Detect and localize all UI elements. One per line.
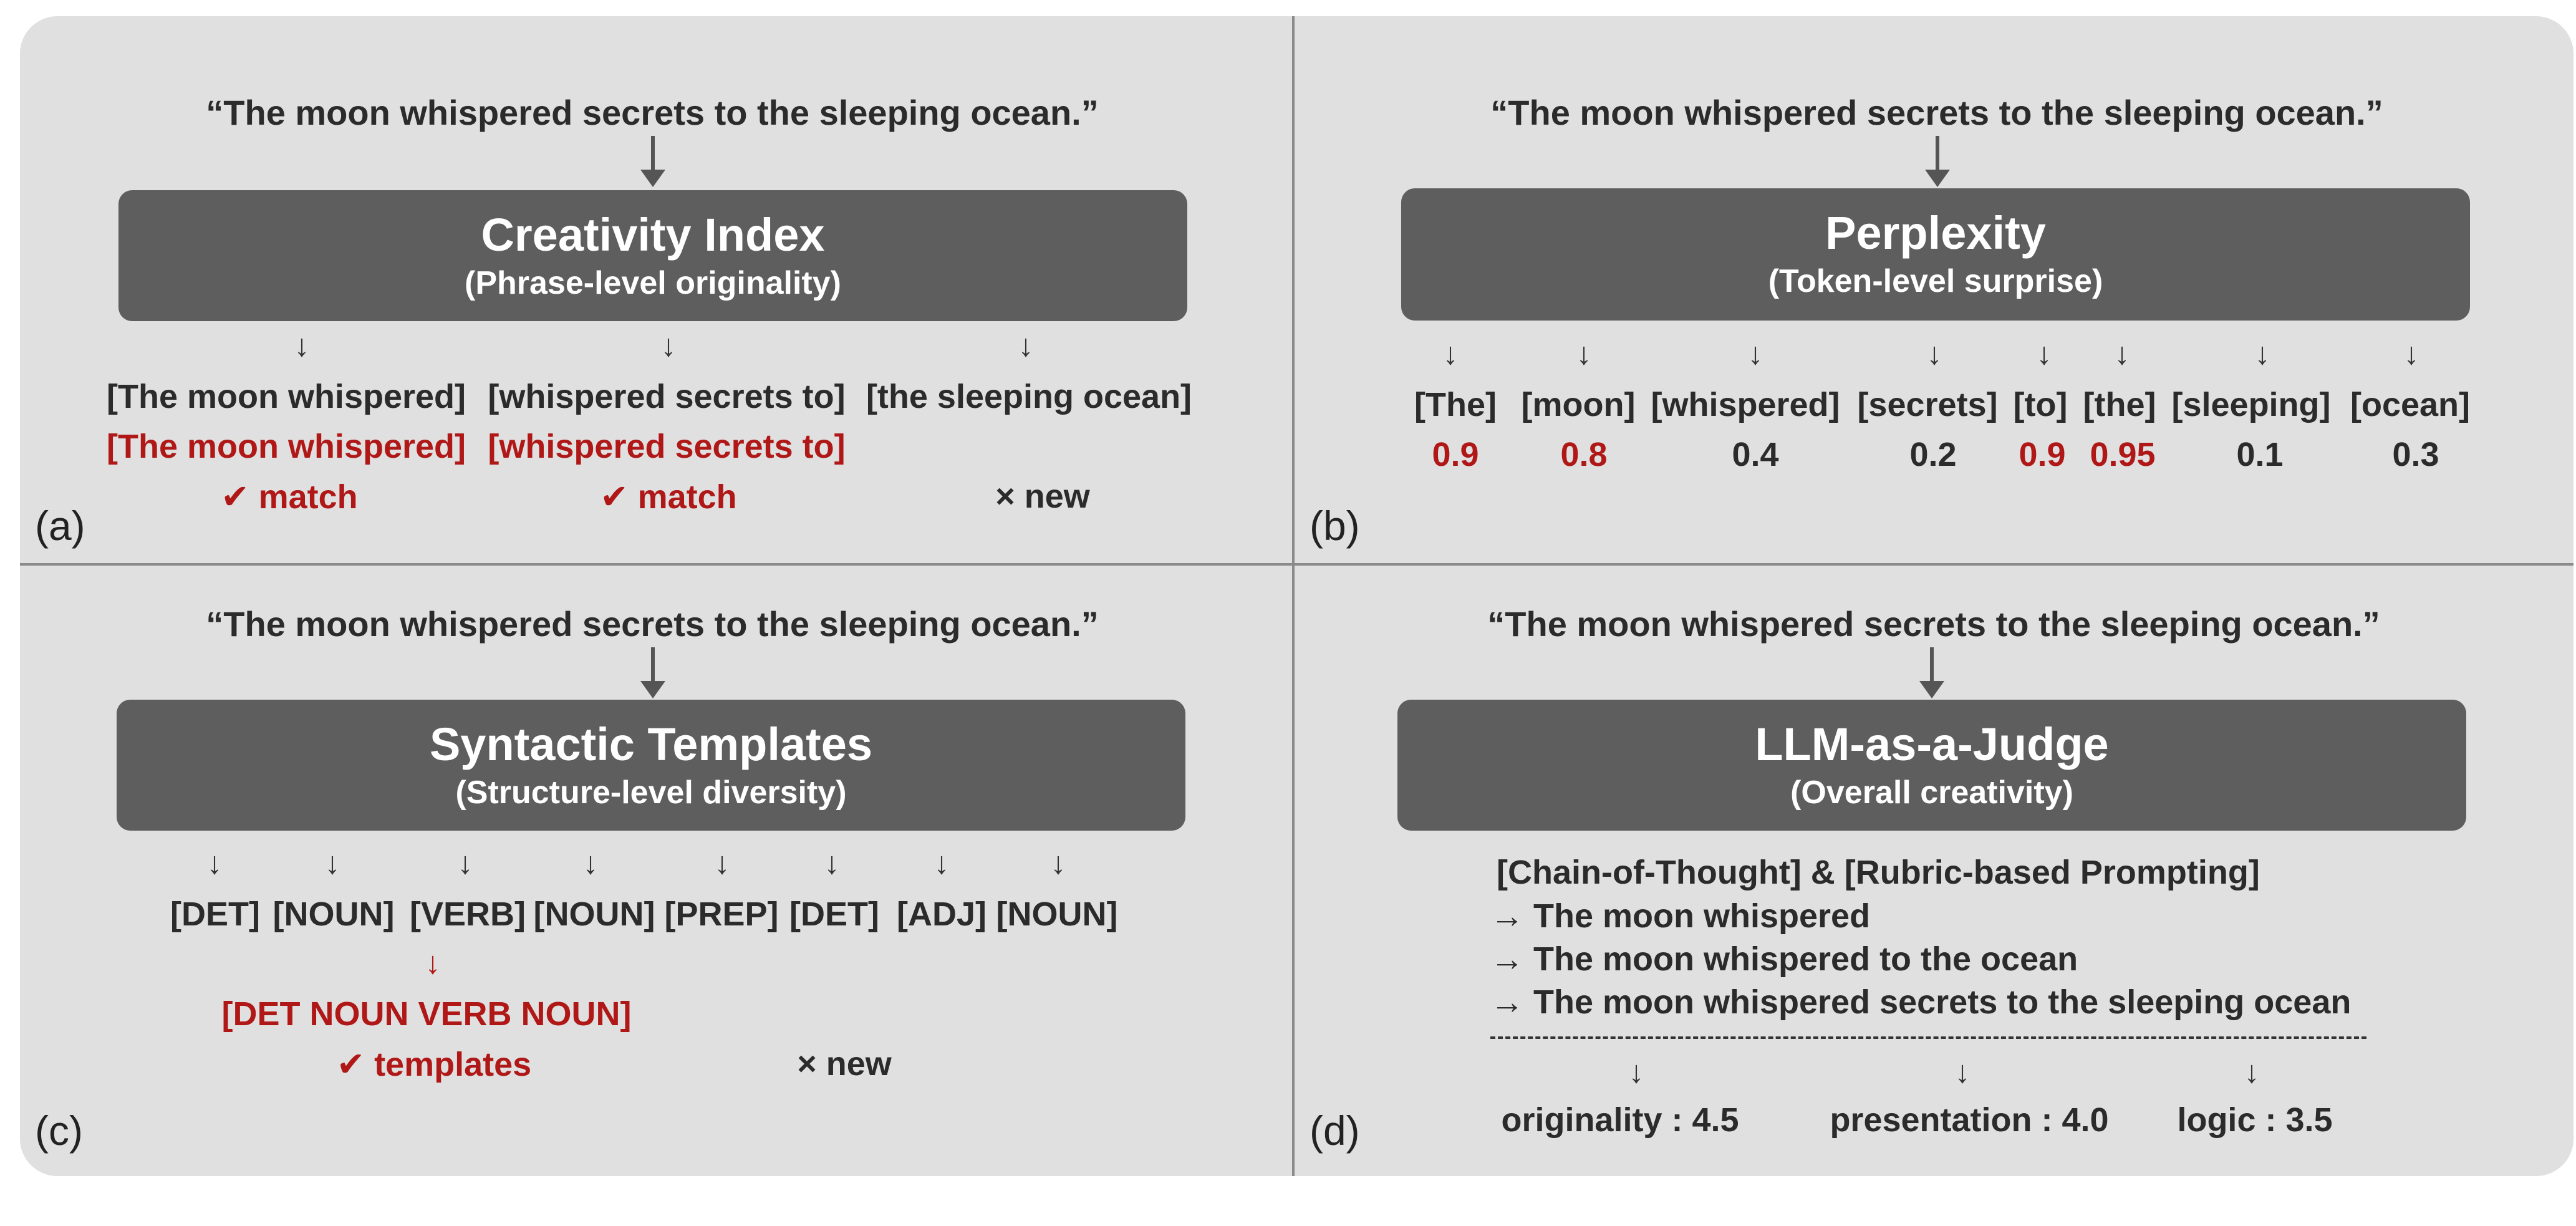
phrase: [The moon whispered]: [106, 378, 466, 415]
down-arrow-icon: ↓: [1576, 336, 1592, 371]
down-arrow-icon: ↓: [1628, 1055, 1644, 1089]
panel-c-subtitle: (Structure-level diversity): [455, 775, 847, 811]
down-arrow-icon: ↓: [1747, 336, 1763, 371]
panel-c-metric-box: [117, 700, 1185, 831]
panel-c-arrow-line: [651, 647, 655, 682]
panel-d-label: (d): [1310, 1108, 1360, 1154]
check-icon: ✔: [600, 478, 629, 516]
panel-d-title: LLM-as-a-Judge: [1755, 718, 2109, 770]
down-arrow-icon: ↓: [2036, 336, 2052, 371]
check-icon: ✔: [221, 478, 249, 516]
token: [The]: [1414, 386, 1497, 423]
panel-a-arrow-line: [651, 136, 655, 171]
panel-b-label: (b): [1310, 503, 1360, 549]
down-arrow-icon: ↓: [2244, 1055, 2260, 1089]
down-arrow-icon: ↓: [2254, 336, 2270, 371]
score-logic: logic : 3.5: [2177, 1101, 2333, 1139]
reasoning-step: → The moon whispered to the ocean: [1490, 940, 2078, 978]
down-arrow-icon: ↓: [294, 328, 310, 363]
down-arrow-icon: ↓: [2114, 336, 2130, 371]
down-arrow-icon: [1925, 170, 1950, 187]
panel-b-arrow-line: [1936, 136, 1939, 171]
token: [sleeping]: [2171, 386, 2331, 423]
phrase: [whispered secrets to]: [488, 378, 846, 415]
pos-tag: [VERB]: [410, 895, 526, 933]
down-arrow-icon: [640, 681, 665, 698]
new-result: × new: [797, 1045, 892, 1083]
right-arrow-icon: →: [1490, 940, 1524, 978]
right-arrow-icon: →: [1490, 983, 1524, 1021]
pos-tag: [PREP]: [664, 895, 779, 933]
down-arrow-icon: ↓: [933, 846, 950, 881]
token-score-high: 0.9: [1432, 436, 1479, 473]
match-result: ✔ match: [221, 478, 358, 516]
token-score-high: 0.8: [1560, 436, 1608, 473]
panel-b-title: Perplexity: [1825, 207, 2046, 259]
token: [whispered]: [1651, 386, 1840, 423]
down-arrow-icon: ↓: [324, 846, 340, 881]
token-score: 0.1: [2236, 436, 2284, 473]
down-arrow-icon: ↓: [457, 846, 473, 881]
down-arrow-icon: ↓: [2403, 336, 2419, 371]
panel-a-label: (a): [35, 503, 85, 549]
down-arrow-icon: ↓: [425, 945, 441, 980]
matched-template: [DET NOUN VERB NOUN]: [221, 995, 632, 1033]
token-score: 0.3: [2392, 436, 2439, 473]
panel-d-subtitle: (Overall creativity): [1790, 775, 2073, 811]
vertical-divider: [1292, 16, 1295, 1176]
token: [ocean]: [2350, 386, 2471, 423]
token: [secrets]: [1857, 386, 1998, 423]
token: [moon]: [1521, 386, 1636, 423]
panel-d-metric-box: [1397, 700, 2466, 831]
panel-a-sentence: “The moon whispered secrets to the sleeping ocean.”: [206, 93, 1099, 132]
down-arrow-icon: ↓: [660, 328, 677, 363]
pos-tag: [NOUN]: [533, 895, 655, 933]
token: [to]: [2013, 386, 2068, 423]
pos-tag: [NOUN]: [273, 895, 395, 933]
horizontal-divider: [20, 563, 2574, 566]
check-icon: ✔: [336, 1046, 365, 1083]
panel-c-label: (c): [35, 1108, 83, 1154]
score-presentation: presentation : 4.0: [1830, 1101, 2109, 1139]
match-result: ✔ match: [600, 478, 737, 516]
down-arrow-icon: ↓: [1926, 336, 1942, 371]
matched-phrase: [The moon whispered]: [106, 428, 466, 465]
panel-b-metric-box: [1401, 188, 2470, 321]
panel-a-subtitle: (Phrase-level originality): [465, 265, 841, 301]
panel-c-title: Syntactic Templates: [429, 718, 873, 770]
right-arrow-icon: →: [1490, 897, 1524, 935]
matched-phrase: [whispered secrets to]: [488, 428, 846, 465]
dashed-separator: [1490, 1036, 2366, 1039]
down-arrow-icon: [1919, 681, 1944, 698]
panel-c-sentence: “The moon whispered secrets to the sleeping ocean.”: [206, 604, 1099, 644]
down-arrow-icon: ↓: [1018, 328, 1034, 363]
token: [the]: [2083, 386, 2156, 423]
reasoning-step: → The moon whispered secrets to the sleeping ocean: [1490, 983, 2352, 1021]
template-result: ✔ templates: [336, 1046, 532, 1083]
phrase: [the sleeping ocean]: [866, 378, 1192, 415]
cross-icon: ×: [797, 1045, 817, 1083]
token-score: 0.2: [1909, 436, 1957, 473]
panel-d-arrow-line: [1930, 647, 1934, 682]
new-result: × new: [995, 478, 1090, 515]
token-score-high: 0.95: [2090, 436, 2156, 473]
pos-tag: [DET]: [170, 895, 260, 933]
pos-tag: [NOUN]: [996, 895, 1118, 933]
prompting-method: [Chain-of-Thought] & [Rubric-based Prompting]: [1497, 854, 2260, 891]
panel-a-title: Creativity Index: [481, 209, 825, 261]
down-arrow-icon: ↓: [1954, 1055, 1971, 1089]
score-originality: originality : 4.5: [1501, 1101, 1739, 1139]
down-arrow-icon: ↓: [824, 846, 840, 881]
panel-b-sentence: “The moon whispered secrets to the sleeping ocean.”: [1490, 93, 2383, 132]
token-score: 0.4: [1732, 436, 1779, 473]
down-arrow-icon: ↓: [1050, 846, 1066, 881]
down-arrow-icon: ↓: [714, 846, 730, 881]
token-score-high: 0.9: [2019, 436, 2066, 473]
pos-tag: [ADJ]: [897, 895, 987, 933]
pos-tag: [DET]: [789, 895, 879, 933]
down-arrow-icon: [640, 170, 665, 187]
panel-a-metric-box: [118, 190, 1187, 321]
down-arrow-icon: ↓: [1442, 336, 1459, 371]
panel-d-sentence: “The moon whispered secrets to the sleeping ocean.”: [1487, 604, 2380, 644]
down-arrow-icon: ↓: [582, 846, 599, 881]
reasoning-step: → The moon whispered: [1490, 897, 1871, 935]
cross-icon: ×: [995, 478, 1015, 515]
down-arrow-icon: ↓: [206, 846, 223, 881]
panel-b-subtitle: (Token-level surprise): [1768, 263, 2103, 299]
